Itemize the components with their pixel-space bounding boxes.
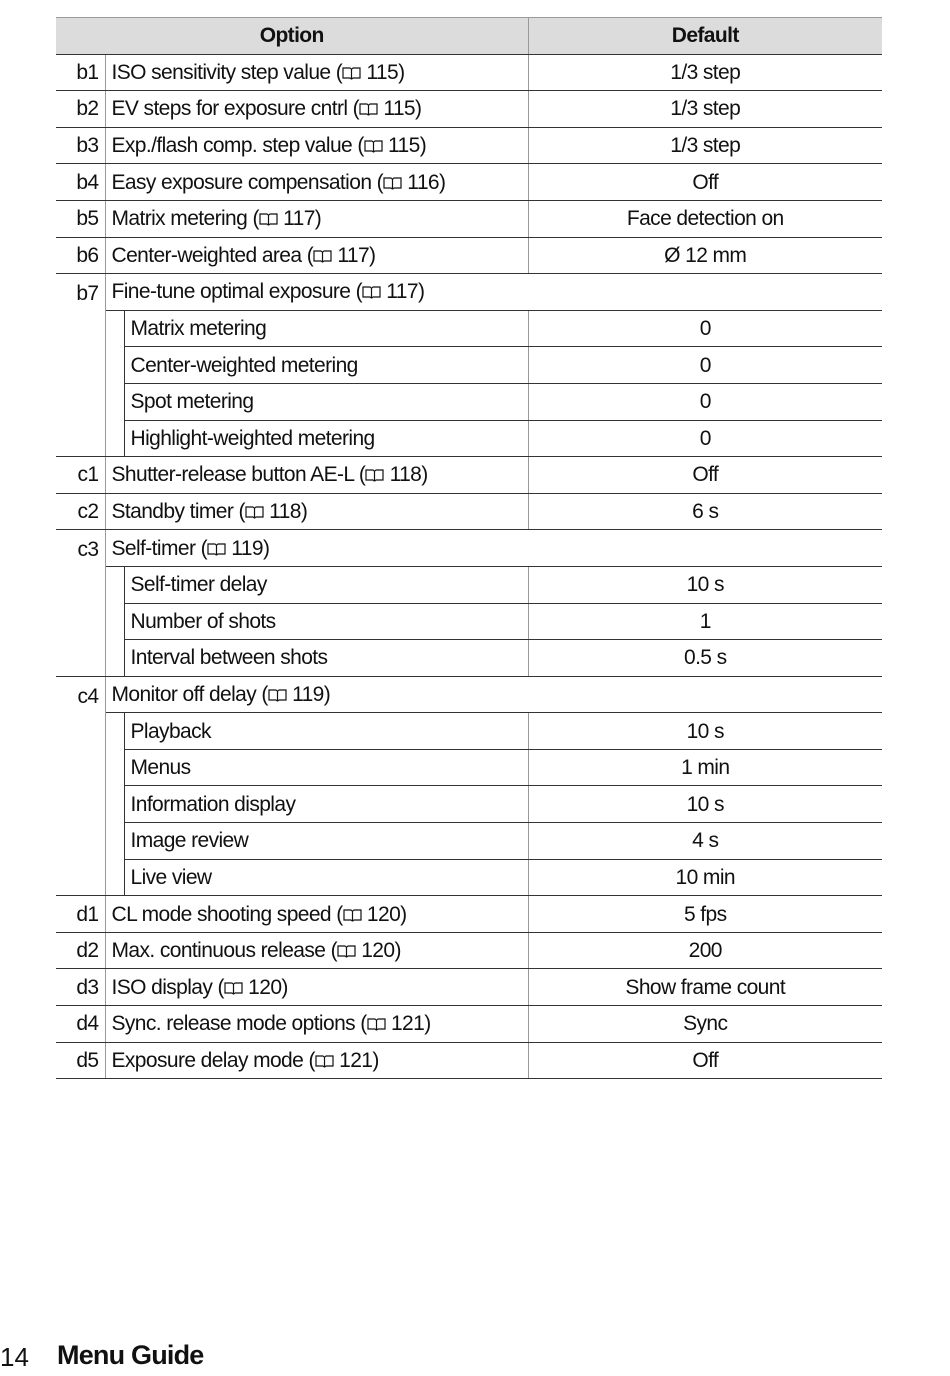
sub-option-label: Number of shots xyxy=(124,603,528,640)
option-label: Exp./flash comp. step value xyxy=(111,134,353,158)
page-reference: 120 xyxy=(366,902,401,926)
section-title: Menu Guide xyxy=(57,1340,204,1370)
table-row xyxy=(56,493,882,530)
table-row xyxy=(56,932,882,969)
sub-option-label: Playback xyxy=(124,713,528,750)
default-column-header: Default xyxy=(528,18,882,55)
option-label-cell: Center-weighted area ( 117) xyxy=(105,237,528,274)
default-value: 10 s xyxy=(528,786,882,823)
book-icon xyxy=(224,978,243,998)
page-reference: 117 xyxy=(283,207,315,231)
option-label-cell: Matrix metering ( 117) xyxy=(105,200,528,237)
option-label-cell: Exp./flash comp. step value ( 115) xyxy=(105,127,528,164)
book-icon xyxy=(268,685,287,705)
default-value: 5 fps xyxy=(528,896,882,933)
default-value: 1/3 step xyxy=(528,91,882,128)
option-label-cell: ISO display ( 120) xyxy=(105,969,528,1006)
sub-option-label: Highlight-weighted metering xyxy=(124,420,528,457)
page-reference: 121 xyxy=(390,1012,425,1036)
table-body xyxy=(56,54,882,1079)
default-value: 6 s xyxy=(528,493,882,530)
page-number: 14 xyxy=(0,1342,29,1372)
option-code: b5 xyxy=(56,200,105,237)
sub-option-label: Menus xyxy=(124,749,528,786)
option-label-cell: Exposure delay mode ( 121) xyxy=(105,1042,528,1079)
option-label-cell: Shutter-release button AE-L ( 118) xyxy=(105,457,528,494)
default-value: Show frame count xyxy=(528,969,882,1006)
option-code: d3 xyxy=(56,969,105,1006)
default-value: 0 xyxy=(528,383,882,420)
option-code: c3 xyxy=(56,530,105,676)
page-reference: 120 xyxy=(248,975,282,999)
option-code: b2 xyxy=(56,91,105,128)
sub-option-label: Matrix metering xyxy=(124,310,528,347)
sub-option-label: Interval between shots xyxy=(124,640,528,677)
option-label: Sync. release mode options xyxy=(111,1012,356,1036)
option-label-cell: Easy exposure compensation ( 116) xyxy=(105,164,528,201)
sub-option-label: Self-timer delay xyxy=(124,566,528,603)
table-row xyxy=(56,54,882,91)
indent-spacer xyxy=(105,566,124,676)
sub-option-label: Spot metering xyxy=(124,383,528,420)
option-code: b1 xyxy=(56,54,105,91)
default-value: Off xyxy=(528,1042,882,1079)
table-subrow xyxy=(56,420,882,457)
default-value: 200 xyxy=(528,932,882,969)
option-code: c4 xyxy=(56,676,105,896)
default-value: 10 s xyxy=(528,713,882,750)
table-subrow xyxy=(56,383,882,420)
option-code: b3 xyxy=(56,127,105,164)
default-value: 10 min xyxy=(528,859,882,896)
option-label: Shutter-release button AE-L xyxy=(111,463,354,487)
default-value: Face detection on xyxy=(528,200,882,237)
page-reference: 120 xyxy=(361,939,395,963)
page-reference: 118 xyxy=(269,500,301,524)
table-row xyxy=(56,127,882,164)
book-icon xyxy=(315,1051,334,1071)
page-reference: 119 xyxy=(231,536,263,560)
default-value: 1/3 step xyxy=(528,54,882,91)
table-header-row xyxy=(56,18,882,55)
option-label-cell: Fine-tune optimal exposure ( 117) xyxy=(105,274,882,311)
menu-defaults-table xyxy=(56,17,882,1079)
table-row xyxy=(56,896,882,933)
default-value: 1/3 step xyxy=(528,127,882,164)
option-label: Self-timer xyxy=(111,536,196,560)
sub-option-label: Information display xyxy=(124,786,528,823)
sub-option-label: Image review xyxy=(124,823,528,860)
table-subrow xyxy=(56,347,882,384)
book-icon xyxy=(364,136,383,156)
default-value: 0 xyxy=(528,310,882,347)
default-value: Off xyxy=(528,164,882,201)
table-subrow xyxy=(56,566,882,603)
table-row xyxy=(56,237,882,274)
default-value: Off xyxy=(528,457,882,494)
sub-option-label: Live view xyxy=(124,859,528,896)
book-icon xyxy=(342,63,361,83)
book-icon xyxy=(367,1014,386,1034)
option-label-cell: CL mode shooting speed ( 120) xyxy=(105,896,528,933)
page-reference: 115 xyxy=(366,60,399,84)
option-label: Max. continuous release xyxy=(111,939,326,963)
indent-spacer xyxy=(105,713,124,896)
table-subrow xyxy=(56,859,882,896)
option-label: ISO display xyxy=(111,975,213,999)
indent-spacer xyxy=(105,310,124,456)
option-code: d5 xyxy=(56,1042,105,1079)
option-label: Monitor off delay xyxy=(111,682,257,706)
option-code: b4 xyxy=(56,164,105,201)
option-code: c1 xyxy=(56,457,105,494)
page-reference: 115 xyxy=(388,134,420,158)
option-code: d2 xyxy=(56,932,105,969)
option-label-cell: EV steps for exposure cntrl ( 115) xyxy=(105,91,528,128)
table-subrow xyxy=(56,786,882,823)
default-value: 4 s xyxy=(528,823,882,860)
page-reference: 119 xyxy=(292,682,324,706)
option-label-cell: Sync. release mode options ( 121) xyxy=(105,1006,528,1043)
option-label: Matrix metering xyxy=(111,207,248,231)
page-reference: 121 xyxy=(339,1048,373,1072)
option-code: d1 xyxy=(56,896,105,933)
book-icon xyxy=(245,502,264,522)
option-label-cell: Max. continuous release ( 120) xyxy=(105,932,528,969)
book-icon xyxy=(259,209,278,229)
option-label: Fine-tune optimal exposure xyxy=(111,280,351,304)
table-subrow xyxy=(56,749,882,786)
default-value: 1 xyxy=(528,603,882,640)
option-code: b6 xyxy=(56,237,105,274)
book-icon xyxy=(359,99,378,119)
table-row xyxy=(56,1006,882,1043)
table-group-row xyxy=(56,676,882,713)
option-label: Center-weighted area xyxy=(111,243,302,267)
table-row xyxy=(56,164,882,201)
book-icon xyxy=(207,539,226,559)
option-label-cell: Self-timer ( 119) xyxy=(105,530,882,567)
option-code: c2 xyxy=(56,493,105,530)
table-row xyxy=(56,200,882,237)
default-value: Ø 12 mm xyxy=(528,237,882,274)
page-footer xyxy=(0,1340,400,1376)
page-reference: 116 xyxy=(407,170,439,194)
option-label: EV steps for exposure cntrl xyxy=(111,97,348,121)
default-value: 10 s xyxy=(528,566,882,603)
table-row xyxy=(56,1042,882,1079)
default-value: 0.5 s xyxy=(528,640,882,677)
option-label: Exposure delay mode xyxy=(111,1048,304,1072)
page-reference: 117 xyxy=(337,243,370,267)
option-label-cell: Monitor off delay ( 119) xyxy=(105,676,882,713)
table-subrow xyxy=(56,310,882,347)
default-value: 0 xyxy=(528,347,882,384)
option-label: ISO sensitivity step value xyxy=(111,60,331,84)
option-code: d4 xyxy=(56,1006,105,1043)
option-label-cell: Standby timer ( 118) xyxy=(105,493,528,530)
table-subrow xyxy=(56,823,882,860)
option-label-cell: ISO sensitivity step value ( 115) xyxy=(105,54,528,91)
option-column-header: Option xyxy=(56,18,528,55)
book-icon xyxy=(362,282,381,302)
book-icon xyxy=(365,465,384,485)
default-value: Sync xyxy=(528,1006,882,1043)
option-label: CL mode shooting speed xyxy=(111,902,332,926)
page-reference: 118 xyxy=(389,463,422,487)
table-group-row xyxy=(56,274,882,311)
book-icon xyxy=(343,905,362,925)
book-icon xyxy=(383,173,402,193)
book-icon xyxy=(313,246,332,266)
table-row xyxy=(56,969,882,1006)
sub-option-label: Center-weighted metering xyxy=(124,347,528,384)
option-label: Easy exposure compensation xyxy=(111,170,372,194)
table-row xyxy=(56,457,882,494)
page-reference: 117 xyxy=(386,280,418,304)
option-label: Standby timer xyxy=(111,500,234,524)
table-subrow xyxy=(56,603,882,640)
table-group-row xyxy=(56,530,882,567)
table-subrow xyxy=(56,713,882,750)
default-value: 1 min xyxy=(528,749,882,786)
table-row xyxy=(56,91,882,128)
page-reference: 115 xyxy=(383,97,415,121)
default-value: 0 xyxy=(528,420,882,457)
book-icon xyxy=(337,941,356,961)
option-code: b7 xyxy=(56,274,105,457)
table-subrow xyxy=(56,640,882,677)
